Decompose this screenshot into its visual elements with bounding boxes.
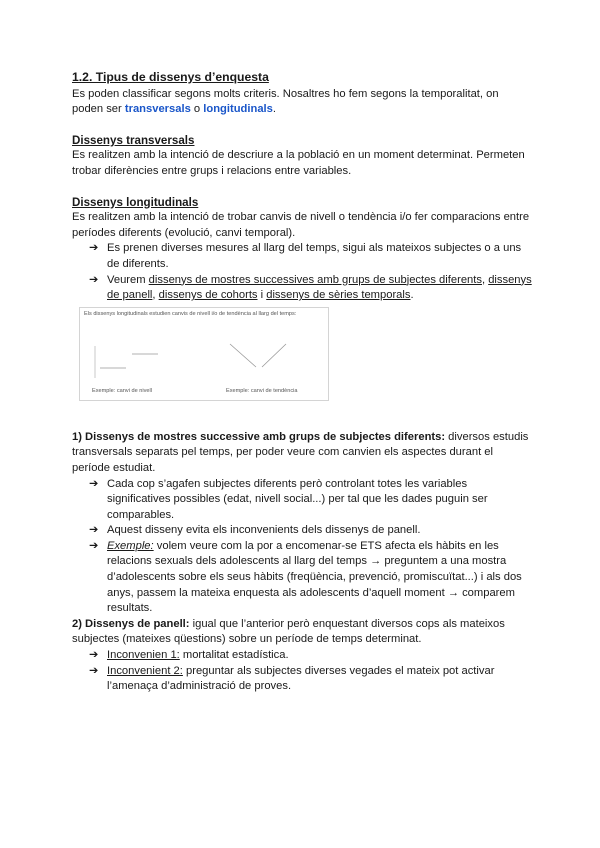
list-item <box>89 241 532 272</box>
design1-list <box>72 477 532 617</box>
link-cohorts[interactable]: dissenys de cohorts <box>158 289 258 302</box>
design1-text: diversos estudis transversals separats pel temps, per poder veure com canvien els aspectes durant el període estudiat. <box>72 430 529 474</box>
design2-text: igual que l’anterior però enquestant diversos cops als mateixos subjectes (mateixes qüestions) sobre un període de temps determinat. <box>72 617 505 646</box>
list-item-text: Es prenen diverses mesures al llarg del temps, sigui als mateixos subjectes o a uns de diferents. <box>107 242 522 270</box>
figure-label-trend: Exemple: canvi de tendència <box>226 387 298 394</box>
design2-list <box>72 648 532 695</box>
trend-line-up <box>262 344 286 367</box>
intro-text: Es poden classificar segons molts criteris. Nosaltres ho fem segons la temporalitat, on poden ser <box>72 87 499 116</box>
list-item-text: preguntar als subjectes diverses vegades el mateix pot activar l’amenaça d’administració de proves. <box>107 664 495 693</box>
separator: . <box>410 289 414 302</box>
link-mostres-successives[interactable]: dissenys de mostres successives amb grups de subjectes diferents <box>148 273 482 286</box>
list-item-text: volem veure com la por a encomenar-se ETS afecta els hàbits en les relacions sexuals dels adolescents al llarg del temps → preguntem a una mostra d’adolescents sobre els seus hàbits (freqüència, prevenció, promiscuïtat...) i als dos anys, passem la mateixa enquesta als adolescents d’aquell moment → comparem resultats. <box>107 539 522 615</box>
list-item <box>89 664 532 695</box>
intro-connector: o <box>190 103 204 116</box>
list-item-text: Veurem <box>107 273 149 286</box>
section-title: 1.2. Tipus de dissenys d’enquesta <box>72 70 269 84</box>
inconvenient-1-label: Inconvenien 1: <box>107 649 180 662</box>
separator: , <box>481 273 489 286</box>
list-item-text: mortalitat estadística. <box>179 649 289 662</box>
figure-diagram <box>80 308 328 400</box>
term-transversals: transversals <box>124 103 191 116</box>
design1-paragraph <box>72 430 532 477</box>
intro-paragraph <box>72 87 532 118</box>
list-item-text: Cada cop s’agafen subjectes diferents però controlant totes les variables significatives possibles (edat, nivell social...) per tal que les dades puguin ser comparables. <box>107 477 488 521</box>
separator: i <box>257 289 267 302</box>
document-page <box>72 70 532 695</box>
transversals-text: Es realitzen amb la intenció de descriure a la població en un moment determinat. Permeten trobar diferències entre grups i relacions entre variables. <box>72 149 525 177</box>
list-item <box>89 648 532 664</box>
list-item <box>89 539 532 617</box>
arrow-icon: ➔ <box>89 242 99 255</box>
trend-line-down <box>230 344 256 367</box>
longitudinal-figure <box>79 307 329 401</box>
design2-title: 2) Dissenys de panell: <box>72 617 190 630</box>
longitudinals-heading: Dissenys longitudinals <box>72 195 199 209</box>
separator: , <box>152 289 159 302</box>
design2-paragraph <box>72 617 532 648</box>
figure-caption: Els dissenys longitudinals estudien canvis de nivell i/o de tendència al llarg del temps: <box>84 310 297 317</box>
longitudinals-list <box>72 241 532 303</box>
list-item <box>89 273 532 304</box>
link-series-temporals[interactable]: dissenys de sèries temporals <box>266 289 411 302</box>
arrow-icon: ➔ <box>89 524 99 537</box>
figure-label-level: Exemple: canvi de nivell <box>92 387 153 394</box>
design1-title: 1) Dissenys de mostres successive amb grups de subjectes diferents: <box>72 430 446 443</box>
arrow-icon: ➔ <box>89 477 99 490</box>
list-item <box>89 477 532 524</box>
arrow-icon: ➔ <box>89 664 99 677</box>
list-item-text: Aquest disseny evita els inconvenients dels dissenys de panell. <box>107 524 421 537</box>
list-item <box>89 523 532 539</box>
transversals-heading: Dissenys transversals <box>72 133 195 147</box>
arrow-icon: ➔ <box>89 539 99 552</box>
arrow-icon: ➔ <box>89 649 99 662</box>
example-label: Exemple: <box>107 539 154 552</box>
intro-end: . <box>272 103 276 116</box>
longitudinals-text: Es realitzen amb la intenció de trobar canvis de nivell o tendència i/o fer comparacions entre períodes diferents (evolució, canvi temporal). <box>72 211 530 239</box>
arrow-icon: ➔ <box>89 273 99 286</box>
link-panell[interactable]: dissenys de panell <box>107 273 532 302</box>
term-longitudinals: longitudinals <box>203 103 273 116</box>
inconvenient-2-label: Inconvenient 2: <box>107 664 183 677</box>
